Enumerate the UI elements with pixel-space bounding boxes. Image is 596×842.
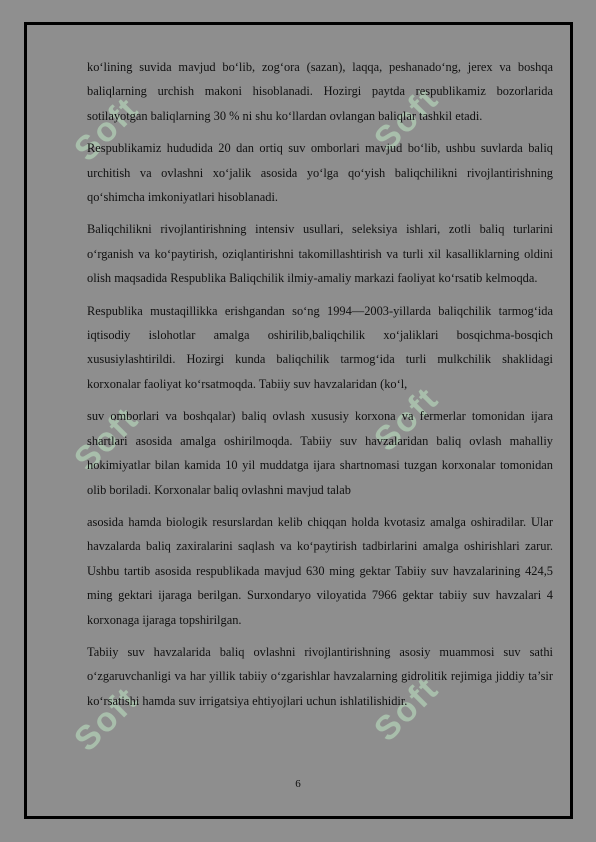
paragraph: Respublikamiz hududida 20 dan ortiq suv omborlari mavjud bo‘lib, ushbu suvlarda baliq urchitish va ovlashni xo‘jalik asosida yo‘lga qo‘yish baliqchilikni rivojlantirishning qo‘shimcha imkoniyatlari hisoblanadi.: [87, 141, 553, 205]
paragraph: asosida hamda biologik resurslardan kelib chiqqan holda kvotasiz amalga oshiradilar. Ular havzalarda baliq zaxiralarini saqlash va ko‘paytirish tadbirlarini amalga oshirishlari zarur. Ushbu tartib asosida respublikada mavjud 630 ming gektar Tabiiy suv havzalarining 424,5 ming gektari ijaraga berilgan. Surxondaryo viloyatida 7966 gektar tabiiy suv havzalari 4 korxonaga ijaraga topshirilgan.: [87, 514, 553, 627]
document-body: [87, 55, 553, 721]
page-number: 6: [295, 778, 301, 790]
watermark: Soft: [67, 679, 147, 759]
watermark: Soft: [367, 669, 447, 749]
paragraph: suv omborlari va boshqalar) baliq ovlash xususiy korxona va fermerlar tomonidan ijara shartlari asosida amalga oshirilmoqda. Tabiiy suv havzalaridan baliq ovlash mahalliy hokimiyatlar bilan kamida 10 yil muddatga ijara shartnomasi tuzgan korxonalar tomonidan olib boriladi. Korxonalar baliq ovlashni mavjud talab: [87, 409, 553, 497]
watermark: Soft: [67, 89, 147, 169]
watermark: Soft: [367, 79, 447, 159]
paragraph: Respublika mustaqillikka erishgandan so‘ng 1994—2003-yillarda baliqchilik tarmog‘ida iqtisodiy islohotlar amalga oshirilib,baliqchilik xo‘jaliklari bosqichma-bosqich xususiylashtirildi. Hozirgi kunda baliqchilik tarmog‘ida turli mulkchilik shaklidagi korxonalar faoliyat ko‘rsatmoqda. Tabiiy suv havzalaridan (ko‘l,: [87, 303, 553, 391]
paragraph: Baliqchilikni rivojlantirishning intensiv usullari, seleksiya ishlari, zotli baliq turlarini o‘rganish va ko‘paytirish, oziqlantirishni takomillashtirish va turli xil kasalliklarning oldini olish maqsadida Respublika Baliqchilik ilmiy-amaliy markazi faoliyat ko‘rsatib kelmoqda.: [87, 222, 553, 286]
paragraph: Tabiiy suv havzalarida baliq ovlashni rivojlantirishning asosiy muammosi suv sathi o‘zgaruvchanligi va har yillik tabiiy o‘zgarishlar havzalarning gidrolitik rejimiga jiddiy ta’sir ko‘rsatishi hamda suv irrigatsiya ehtiyojlari uchun ishlatilishidir.: [87, 644, 553, 708]
watermark: Soft: [67, 399, 147, 479]
watermark: Soft: [367, 379, 447, 459]
paragraph: ko‘lining suvida mavjud bo‘lib, zog‘ora (sazan), laqqa, peshanado‘ng, jerex va boshqa baliqlarning urchish makoni hisoblanadi. Hozirgi paytda respublikamiz bozorlarida sotilayotgan baliqlarning 30 % ni shu ko‘llardan ovlangan baliqlar tashkil etadi.: [87, 60, 553, 123]
